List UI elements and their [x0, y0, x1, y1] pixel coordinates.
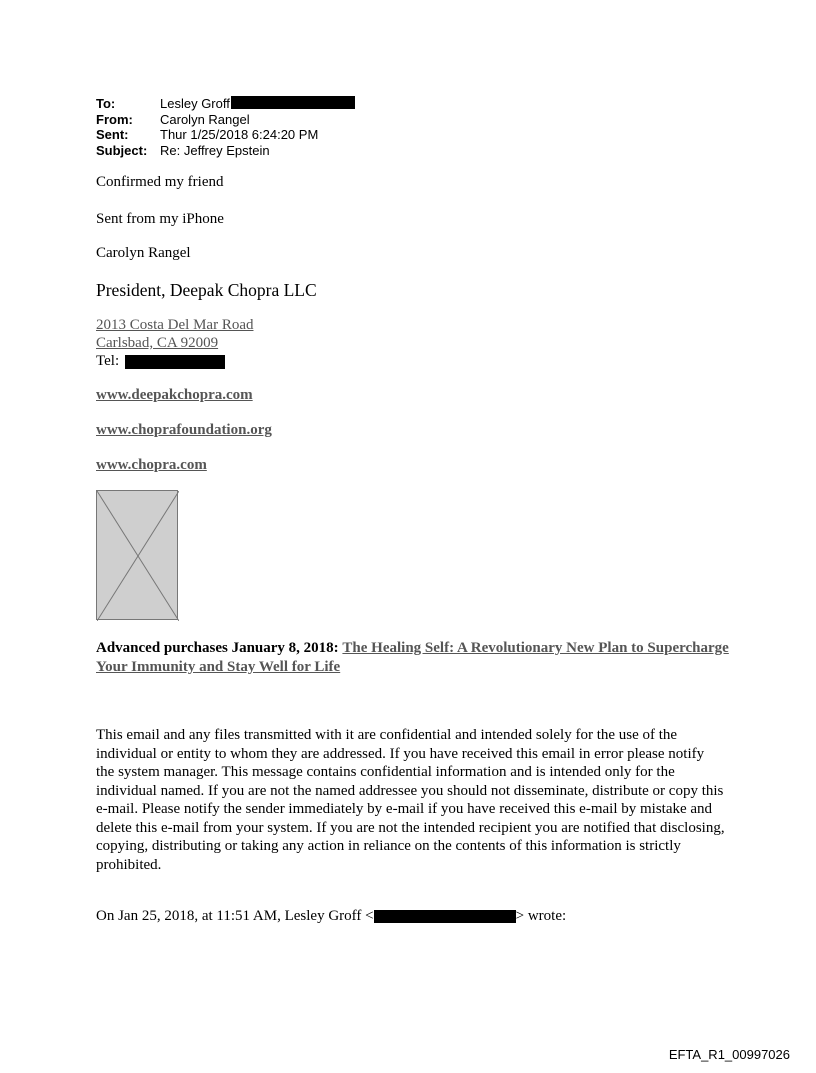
email-header	[96, 96, 355, 158]
sent-label: Sent:	[96, 127, 129, 142]
image-placeholder-icon	[97, 491, 179, 621]
address-line-2[interactable]: Carlsbad, CA 92009	[96, 335, 219, 351]
quoted-intro-suffix: > wrote:	[515, 908, 567, 924]
link-deepakchopra[interactable]: www.deepakchopra.com	[96, 387, 253, 403]
document-id: EFTA_R1_00997026	[668, 1047, 790, 1062]
address-line-1[interactable]: 2013 Costa Del Mar Road	[96, 317, 254, 333]
subject-value: Re: Jeffrey Epstein	[160, 142, 270, 158]
redaction-block	[231, 96, 355, 109]
broken-image-placeholder	[96, 490, 178, 620]
promo-text	[96, 639, 736, 677]
confidentiality-disclaimer: This email and any files transmitted with it are confidential and intended solely for the use of the individual or entity to whom they are addressed. If you have received this email in error please notify the system manager. This message contains confidential information and is intended only for the individual named. If you are not the named addressee you should not disseminate, distribute or copy this e-mail. Please notify the sender immediately by e-mail if you have received this e-mail by mistake and delete this e-mail from your system. If you are not the intended recipient you are notified that disclosing, copying, distributing or taking any action in reliance on the contents of this information is strictly prohibited.	[96, 727, 725, 873]
from-label: From:	[96, 111, 133, 127]
quoted-intro	[96, 908, 566, 925]
subject-row	[96, 143, 355, 159]
sent-row	[96, 127, 355, 143]
tel-label: Tel:	[96, 353, 120, 369]
redaction-block	[374, 910, 516, 923]
to-label: To:	[96, 96, 116, 111]
from-value: Carolyn Rangel	[160, 111, 250, 127]
subject-label: Subject:	[96, 142, 148, 158]
from-row	[96, 112, 355, 128]
promo-bold: Advanced purchases January 8, 2018:	[96, 640, 339, 656]
promo-book-link[interactable]: The Healing Self: A Revolutionary New Plan to Supercharge Your Immunity and Stay Well for Life	[96, 640, 729, 675]
quoted-intro-prefix: On Jan 25, 2018, at 11:51 AM, Lesley Groff <	[96, 908, 374, 924]
to-row	[96, 96, 355, 112]
message-line-confirmed: Confirmed my friend	[96, 174, 224, 190]
redaction-block	[125, 355, 225, 369]
tel-row	[96, 352, 253, 370]
message-line-iphone: Sent from my iPhone	[96, 211, 224, 227]
link-chopra[interactable]: www.chopra.com	[96, 457, 207, 473]
to-value: Lesley Groff	[160, 96, 230, 111]
sent-value: Thur 1/25/2018 6:24:20 PM	[160, 127, 319, 142]
signature-title: President, Deepak Chopra LLC	[96, 280, 317, 300]
signature-address	[96, 316, 253, 370]
link-choprafoundation[interactable]: www.choprafoundation.org	[96, 422, 272, 438]
signature-name: Carolyn Rangel	[96, 245, 191, 261]
